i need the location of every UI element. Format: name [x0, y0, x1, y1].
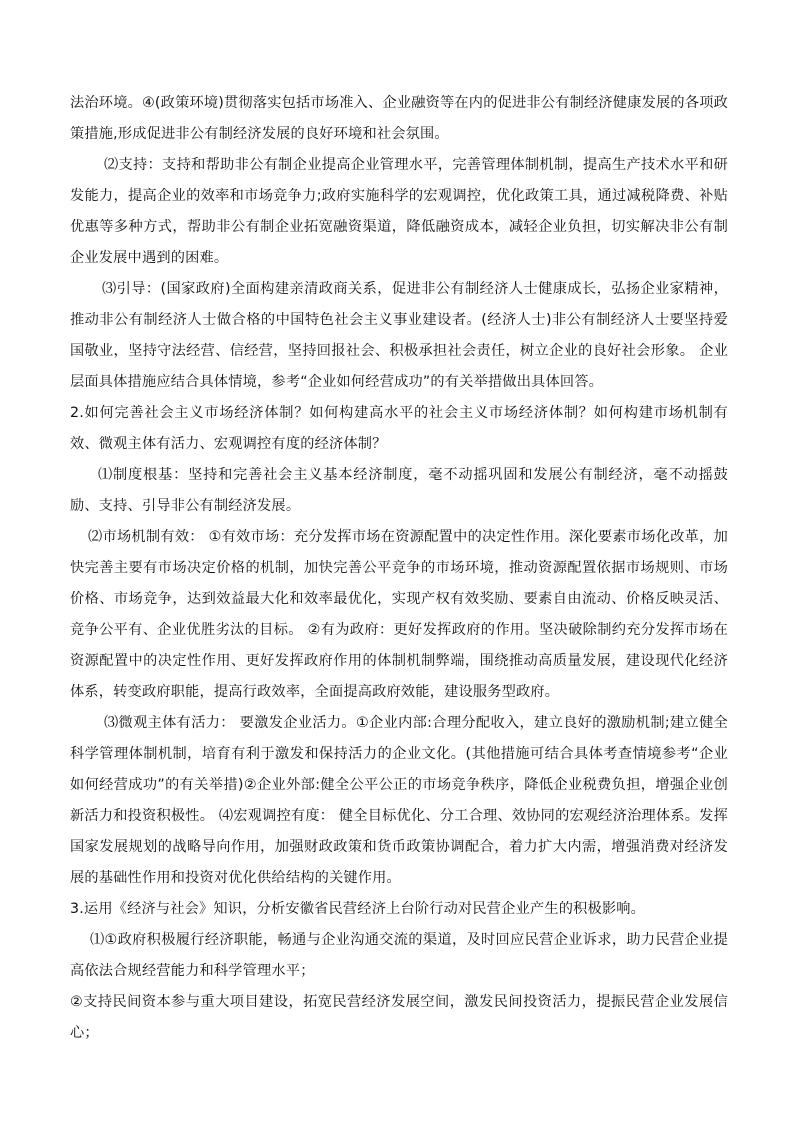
paragraph-answer-2: ②支持民间资本参与重大项目建设，拓宽民营经济发展空间，激发民间投资活力，提振民营企业发展信心； — [70, 994, 728, 1041]
paragraph-micro-entities: ⑶微观主体有活力： 要激发企业活力。①企业内部:合理分配收入，建立良好的激励机制;建立健全科学管理体制机制，培育有利于激发和保持活力的企业文化。(其他措施可结合具体考查情境参考“企业如何经营成功”的有关举措)②企业外部:健全公平公正的市场竞争秩序，降低企业税费负担，增强企业创新活力和投资积极性。 ⑷宏观调控有度： 健全目标优化、分工合理、效协同的宏观经济治理体系。发挥国家发展规划的战略导向作用，加强财政政策和货币政策协调配合，着力扩大内需，增强消费对经济发展的基础性作用和投资对优化供给结构的关键作用。 — [70, 715, 728, 886]
paragraph-policy-environment: 法治环境。④(政策环境)贯彻落实包括市场准入、企业融资等在内的促进非公有制经济健康发展的各项政策措施,形成促进非公有制经济发展的良好环境和社会氛围。 — [70, 95, 728, 142]
paragraph-answer-1: ⑴①政府积极履行经济职能，畅通与企业沟通交流的渠道，及时回应民营企业诉求，助力民营企业提高依法合规经营能力和科学管理水平； — [70, 932, 728, 979]
paragraph-guidance: ⑶引导：(国家政府)全面构建亲清政商关系，促进非公有制经济人士健康成长，弘扬企业家精神，推动非公有制经济人士做合格的中国特色社会主义事业建设者。(经济人士)非公有制经济人士要坚持爱国敬业，坚持守法经营、信经营，坚持回报社会、积极承担社会责任，树立企业的良好社会形象。 企业层面具体措施应结合具体情境，参考“企业如何经营成功”的有关举措做出具体回答。 — [70, 281, 728, 390]
question-3: 3.运用《经济与社会》知识，分析安徽省民营经济上台阶行动对民营企业产生的积极影响。 — [70, 901, 646, 917]
question-2: 2.如何完善社会主义市场经济体制？如何构建高水平的社会主义市场经济体制？如何构建市场机制有效、微观主体有活力、宏观调控有度的经济体制？ — [70, 405, 728, 452]
paragraph-institutional-foundation: ⑴制度根基：坚持和完善社会主义基本经济制度，毫不动摇巩固和发展公有制经济，毫不动摇鼓励、支持、引导非公有制经济发展。 — [70, 467, 728, 514]
document-body — [70, 88, 728, 1049]
paragraph-support: ⑵支持：支持和帮助非公有制企业提高企业管理水平，完善管理体制机制，提高生产技术水平和研发能力，提高企业的效率和市场竞争力;政府实施科学的宏观调控，优化政策工具，通过减税降费、补贴优惠等多种方式，帮助非公有制企业拓宽融资渠道，降低融资成本，减轻企业负担，切实解决非公有制企业发展中遇到的困难。 — [70, 157, 728, 266]
paragraph-market-mechanism: ⑵市场机制有效： ①有效市场：充分发挥市场在资源配置中的决定性作用。深化要素市场化改革，加快完善主要有市场决定价格的机制，加快完善公平竞争的市场环境，推动资源配置依据市场规则、市场价格、市场竞争，达到效益最大化和效率最优化，实现产权有效奖励、要素自由流动、价格反映灵活、竞争公平有、企业优胜劣汰的目标。 ②有为政府：更好发挥政府的作用。坚决破除制约充分发挥市场在资源配置中的决定性作用、更好发挥政府作用的体制机制弊端，围绕推动高质量发展，建设现代化经济体系，转变政府职能，提高行政效率，全面提高政府效能，建设服务型政府。 — [70, 529, 728, 700]
